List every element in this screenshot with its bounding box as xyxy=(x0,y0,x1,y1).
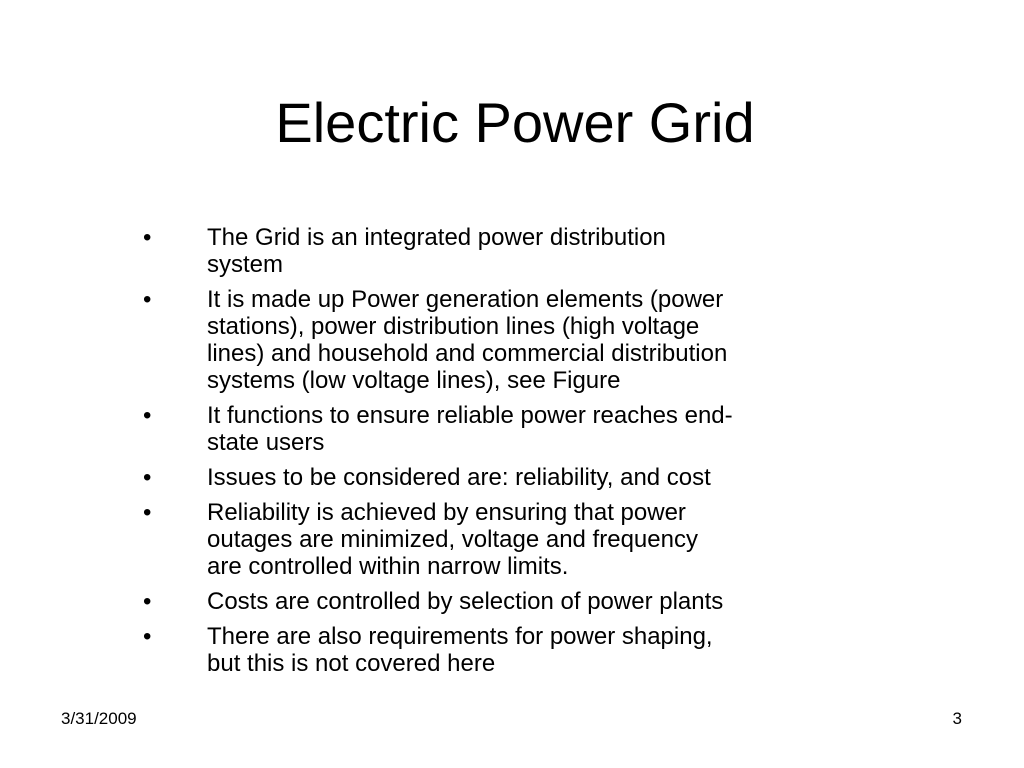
bullet-icon: • xyxy=(143,623,152,650)
bullet-icon: • xyxy=(143,402,152,429)
bullet-icon: • xyxy=(143,286,152,313)
bullet-icon: • xyxy=(143,499,152,526)
bullet-list xyxy=(140,224,840,685)
bullet-text: Costs are controlled by selection of power plants xyxy=(207,588,724,615)
list-item xyxy=(140,402,840,456)
list-item xyxy=(140,588,840,615)
list-item xyxy=(140,464,840,491)
bullet-text: There are also requirements for power shaping, but this is not covered here xyxy=(207,623,713,677)
bullet-icon: • xyxy=(143,224,152,251)
page-number: 3 xyxy=(952,709,962,728)
slide-title: Electric Power Grid xyxy=(275,91,755,154)
bullet-text: Issues to be considered are: reliability, and cost xyxy=(207,464,711,491)
footer-date: 3/31/2009 xyxy=(61,709,137,728)
list-item xyxy=(140,286,840,394)
list-item xyxy=(140,623,840,677)
bullet-icon: • xyxy=(143,464,152,491)
bullet-text: The Grid is an integrated power distribution system xyxy=(207,224,666,278)
list-item xyxy=(140,499,840,580)
bullet-text: It functions to ensure reliable power reaches end- state users xyxy=(207,402,733,456)
bullet-icon: • xyxy=(143,588,152,615)
list-item xyxy=(140,224,840,278)
bullet-text: Reliability is achieved by ensuring that power outages are minimized, voltage and frequency are controlled within narrow limits. xyxy=(207,499,698,580)
bullet-text: It is made up Power generation elements (power stations), power distribution lines (high voltage lines) and household and commercial distribution systems (low voltage lines), see Figure xyxy=(207,286,728,394)
